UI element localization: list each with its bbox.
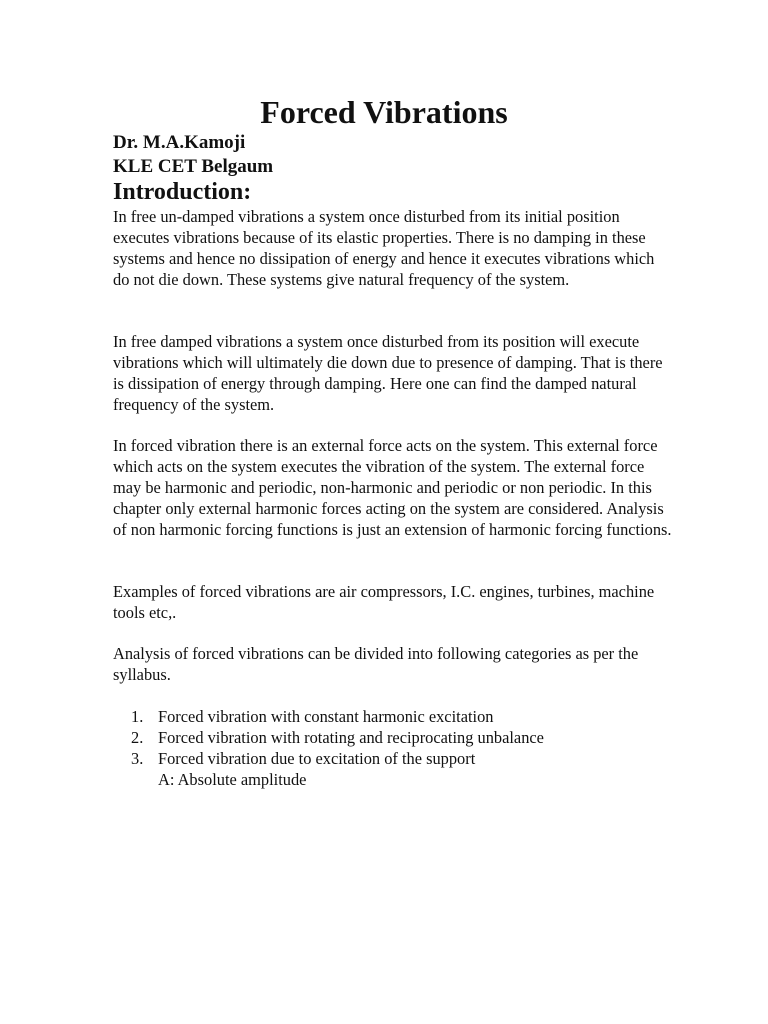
list-item-text: Forced vibration due to excitation of the support bbox=[158, 749, 476, 768]
paragraph-examples: Examples of forced vibrations are air compressors, I.C. engines, turbines, machine tools etc,. bbox=[113, 582, 655, 622]
list-item-number: 2. bbox=[131, 728, 144, 747]
author-name: Dr. M.A.Kamoji bbox=[113, 132, 246, 153]
list-item-number: 3. bbox=[131, 749, 144, 768]
list-item-sub bbox=[113, 769, 673, 790]
list-item-text: Forced vibration with constant harmonic excitation bbox=[158, 707, 494, 726]
list-item-text: Forced vibration with rotating and reciprocating unbalance bbox=[158, 728, 544, 747]
document-title: Forced Vibrations bbox=[260, 94, 508, 130]
list-item bbox=[113, 706, 673, 727]
paragraph-forced-vibration: In forced vibration there is an external force acts on the system. This external force which acts on the system executes the vibration of the system. The external force may be harmonic and periodic, non-harmonic and periodic or non periodic. In this chapter only external harmonic forces acting on the system are considered. Analysis of non harmonic forcing functions is just an extension of harmonic forcing functions. bbox=[113, 436, 672, 539]
institution-name: KLE CET Belgaum bbox=[113, 156, 274, 177]
section-heading-introduction: Introduction: bbox=[113, 179, 252, 205]
sub-item-text: A: Absolute amplitude bbox=[158, 770, 307, 789]
list-item bbox=[113, 748, 673, 769]
paragraph-free-undamped: In free un-damped vibrations a system once disturbed from its initial position executes vibrations because of its elastic properties. There is no damping in these systems and hence no dissipation of energy and hence it executes vibrations which do not die down. These systems give natural frequency of the system. bbox=[113, 207, 655, 289]
category-list bbox=[113, 706, 673, 790]
list-item bbox=[113, 727, 673, 748]
paragraph-free-damped: In free damped vibrations a system once disturbed from its position will execute vibrations which will ultimately die down due to presence of damping. That is there is dissipation of energy through damping. Here one can find the damped natural frequency of the system. bbox=[113, 332, 663, 414]
list-item-number: 1. bbox=[131, 707, 144, 726]
paragraph-analysis-categories: Analysis of forced vibrations can be divided into following categories as per the syllabus. bbox=[113, 644, 639, 684]
